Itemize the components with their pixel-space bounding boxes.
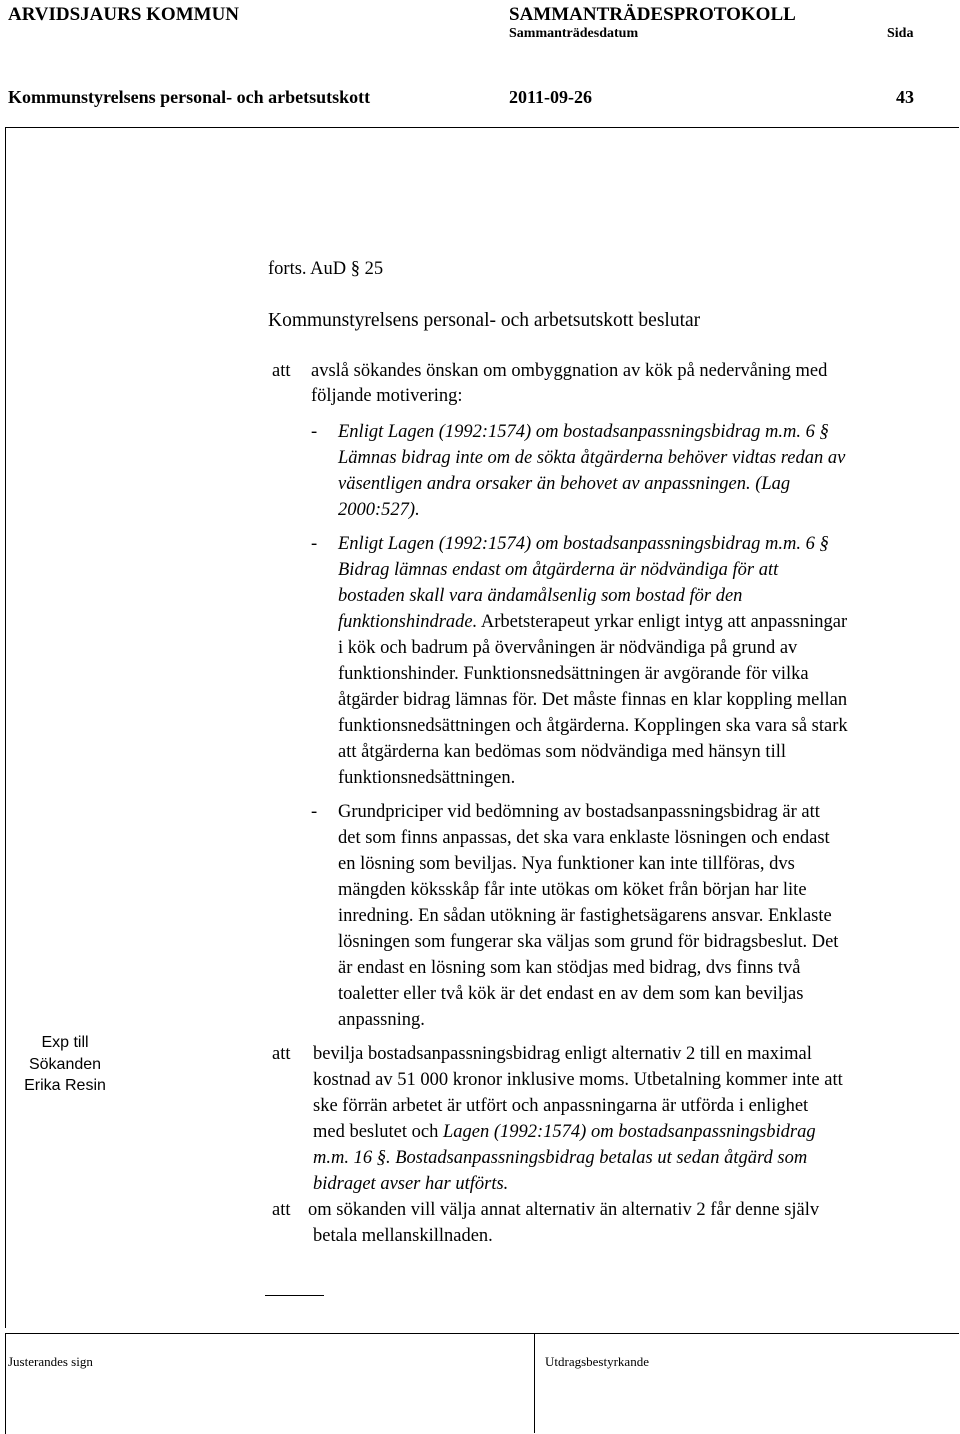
bullet-text: i kök och badrum på övervåningen är nödvändiga på grund av	[338, 638, 798, 658]
bullet-text: Bidrag lämnas endast om åtgärderna är nödvändiga för att	[338, 560, 779, 580]
decision-text: ske förrän arbetet är utfört och anpassningarna är utförda i enlighet	[313, 1096, 809, 1116]
decision-text: följande motivering:	[311, 386, 463, 406]
bullet-dash: -	[311, 802, 318, 822]
distribution-list	[20, 1032, 110, 1097]
page-label: Sida	[887, 26, 914, 41]
meeting-date: 2011-09-26	[509, 87, 592, 107]
bullet-text: anpassning.	[338, 1010, 425, 1030]
decision-text: avslå sökandes önskan om ombyggnation av kök på nedervåning med	[311, 361, 828, 381]
att-label: att	[272, 1200, 291, 1220]
bullet-text: Enligt Lagen (1992:1574) om bostadsanpassningsbidrag m.m. 6 §	[338, 422, 829, 442]
distribution-recipient: Erika Resin	[24, 1077, 106, 1094]
bullet-text: funktionsnedsättningen och åtgärderna. Kopplingen ska vara så stark	[338, 716, 848, 736]
bullet-text: Lämnas bidrag inte om de sökta åtgärderna behöver vidtas redan av	[338, 448, 846, 468]
bullet-text: att åtgärderna kan bedömas som nödvändiga med hänsyn till	[338, 742, 786, 762]
adjuster-signature-label: Justerandes sign	[8, 1354, 93, 1369]
bullet-text: lösningen som fungerar ska väljas som grund för bidragsbeslut. Det	[338, 932, 839, 952]
bullet-text: en lösning som beviljas. Nya funktioner kan inte tillföras, dvs	[338, 854, 795, 874]
bullet-text: är endast en lösning som kan stödjas med bidrag, dvs finns två	[338, 958, 801, 978]
bullet-dash: -	[311, 422, 318, 442]
decision-text-italic: Lagen (1992:1574) om bostadsanpassningsbidrag	[442, 1122, 816, 1142]
decision-text: betala mellanskillnaden.	[313, 1226, 493, 1246]
extract-certification-label: Utdragsbestyrkande	[545, 1354, 649, 1369]
bullet-dash: -	[311, 534, 318, 554]
committee-name: Kommunstyrelsens personal- och arbetsutskott	[8, 87, 371, 107]
bullet-text: funktionsnedsättningen.	[338, 768, 516, 788]
decision-text: bevilja bostadsanpassningsbidrag enligt alternativ 2 till en maximal	[313, 1044, 812, 1064]
bullet-text: mängden köksskåp får inte utökas om köket från början har lite	[338, 880, 807, 900]
bullet-text: åtgärder bidrag lämnas för. Det måste finnas en klar koppling mellan	[338, 690, 848, 710]
bullet-text: toaletter eller två kök är det endast en av dem som kan beviljas	[338, 984, 804, 1004]
decision-text	[313, 1120, 816, 1146]
distribution-recipient: Sökanden	[28, 1055, 102, 1073]
bullet-text: Enligt Lagen (1992:1574) om bostadsanpassningsbidrag m.m. 6 §	[338, 534, 829, 554]
section-reference: forts. AuD § 25	[268, 259, 384, 279]
footer-divider	[534, 1333, 535, 1433]
bullet-text: inredning. En sådan utökning är fastighetsägarens ansvar. Enklaste	[338, 906, 832, 926]
bullet-text	[338, 610, 847, 636]
att-label: att	[272, 361, 291, 381]
org-name: ARVIDSJAURS KOMMUN	[8, 4, 240, 25]
meeting-date-label: Sammanträdesdatum	[509, 26, 639, 41]
section-end-rule	[265, 1295, 324, 1296]
bullet-text: 2000:527).	[338, 500, 420, 520]
decision-text: om sökanden vill välja annat alternativ än alternativ 2 får denne själv	[308, 1200, 820, 1220]
signature-footer	[5, 1333, 959, 1434]
bullet-text: Grundpriciper vid bedömning av bostadsanpassningsbidrag är att	[338, 802, 820, 822]
bullet-text-plain: Arbetsterapeut yrkar enligt intyg att anpassningar	[477, 612, 848, 632]
bullet-text: det som finns anpassas, det ska vara enklaste lösningen och endast	[338, 828, 830, 848]
decision-text: m.m. 16 §. Bostadsanpassningsbidrag betalas ut sedan åtgärd som	[313, 1148, 808, 1168]
page-number: 43	[896, 87, 914, 107]
att-label: att	[272, 1044, 291, 1064]
decision-text: bidraget avser har utförts.	[313, 1174, 509, 1194]
bullet-text: väsentligen andra orsaker än behovet av anpassningen. (Lag	[338, 474, 791, 494]
distribution-label: Exp till	[41, 1034, 89, 1051]
decision-text-plain: med beslutet och	[313, 1122, 443, 1142]
bullet-text: funktionshinder. Funktionsnedsättningen är avgörande för vilka	[338, 664, 809, 684]
document-type: SAMMANTRÄDESPROTOKOLL	[509, 4, 796, 25]
decision-heading: Kommunstyrelsens personal- och arbetsutskott beslutar	[268, 310, 701, 331]
bullet-text-italic: funktionshindrade.	[338, 612, 478, 632]
decision-text: kostnad av 51 000 kronor inklusive moms. Utbetalning kommer inte att	[313, 1070, 843, 1090]
bullet-text: bostaden skall vara ändamålsenlig som bostad för den	[338, 586, 743, 606]
